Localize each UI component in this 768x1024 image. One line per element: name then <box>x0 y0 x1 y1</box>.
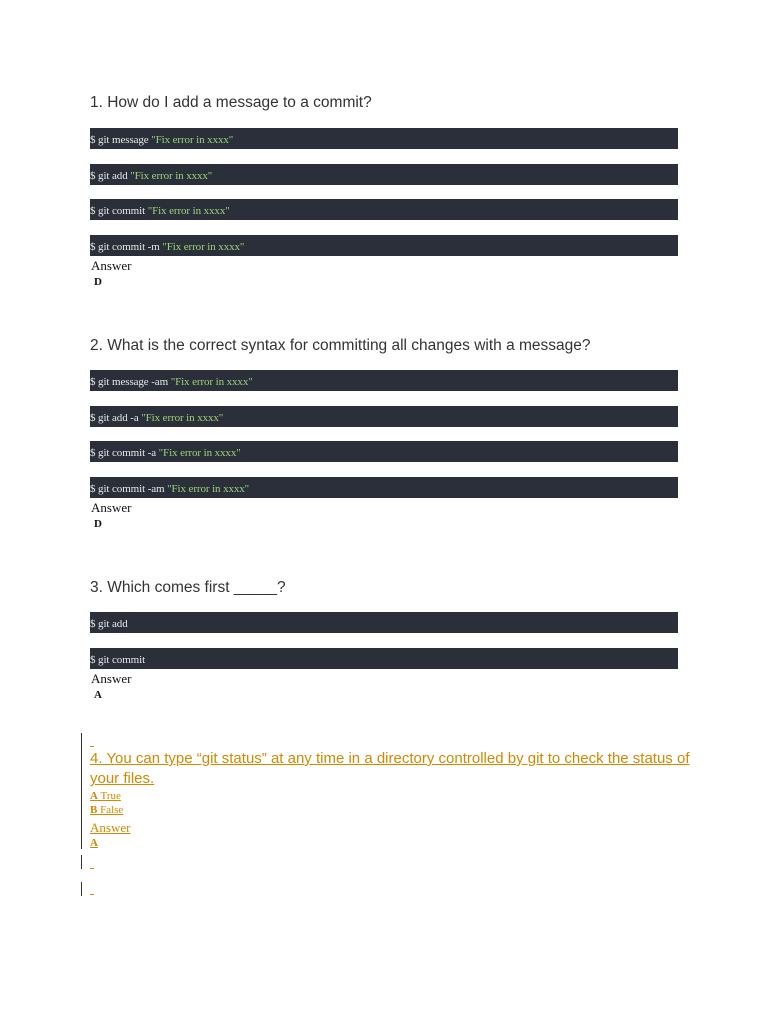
question-3-option-b[interactable] <box>90 648 678 669</box>
command-string: "Fix error in xxxx" <box>158 447 241 459</box>
command-string: "Fix error in xxxx" <box>167 483 250 495</box>
command-text: git message <box>95 134 152 146</box>
prompt-symbol: $ <box>90 134 96 146</box>
question-1-title: 1. How do I add a message to a commit? <box>90 94 372 111</box>
option-letter: B <box>90 804 98 816</box>
prompt-symbol: $ <box>90 618 96 630</box>
command-text: git add -a <box>95 412 142 424</box>
question-2-option-b[interactable] <box>90 406 678 427</box>
empty-paragraph-mark <box>90 894 94 895</box>
prompt-symbol: $ <box>90 447 96 459</box>
change-bar <box>81 882 82 896</box>
command-text: git message -am <box>95 376 171 388</box>
command-text: git commit -a <box>95 447 159 459</box>
question-1-option-b[interactable] <box>90 164 678 185</box>
option-label: False <box>97 804 124 816</box>
question-4-option-a[interactable] <box>90 790 121 803</box>
change-bar <box>81 855 82 869</box>
option-letter: A <box>90 790 98 802</box>
empty-paragraph-mark <box>90 746 94 747</box>
prompt-symbol: $ <box>90 241 96 253</box>
command-text: git commit <box>95 654 146 666</box>
prompt-symbol: $ <box>90 483 96 495</box>
command-text: git commit -am <box>95 483 168 495</box>
prompt-symbol: $ <box>90 654 96 666</box>
command-text: git commit <box>95 205 148 217</box>
command-string: "Fix error in xxxx" <box>162 241 245 253</box>
prompt-symbol: $ <box>90 205 96 217</box>
question-4-answer-label: Answer <box>90 820 131 835</box>
command-string: "Fix error in xxxx" <box>130 170 213 182</box>
prompt-symbol: $ <box>90 376 96 388</box>
empty-paragraph-mark <box>90 868 94 869</box>
question-2-title: 2. What is the correct syntax for committing all changes with a message? <box>90 337 591 354</box>
prompt-symbol: $ <box>90 412 96 424</box>
option-label: True <box>97 790 121 802</box>
question-1-option-c[interactable] <box>90 199 678 220</box>
question-4-option-b[interactable] <box>90 804 123 817</box>
change-bar <box>81 733 82 849</box>
question-3-option-a[interactable] <box>90 612 678 633</box>
command-string: "Fix error in xxxx" <box>147 205 230 217</box>
question-2-option-a[interactable] <box>90 370 678 391</box>
prompt-symbol: $ <box>90 170 96 182</box>
question-1-answer-value: D <box>94 276 102 288</box>
command-string: "Fix error in xxxx" <box>151 134 234 146</box>
question-2-option-c[interactable] <box>90 441 678 462</box>
question-2-answer-value: D <box>94 518 102 530</box>
question-4-answer-value: A <box>90 837 98 849</box>
question-1-option-a[interactable] <box>90 128 678 149</box>
question-3-title: 3. Which comes first _____? <box>90 579 286 596</box>
question-3-answer-value: A <box>94 689 102 701</box>
command-string: "Fix error in xxxx" <box>170 376 253 388</box>
question-4-text: 4. You can type “git status” at any time in a directory controlled by git to check the status of your files. <box>90 750 690 787</box>
question-3-answer-label: Answer <box>91 671 132 686</box>
question-1-option-d[interactable] <box>90 235 678 256</box>
command-text: git add <box>95 170 131 182</box>
command-string: "Fix error in xxxx" <box>141 412 224 424</box>
command-text: git commit -m <box>95 241 163 253</box>
question-2-option-d[interactable] <box>90 477 678 498</box>
command-text: git add <box>95 618 128 630</box>
question-1-answer-label: Answer <box>91 258 132 273</box>
question-2-answer-label: Answer <box>91 500 132 515</box>
